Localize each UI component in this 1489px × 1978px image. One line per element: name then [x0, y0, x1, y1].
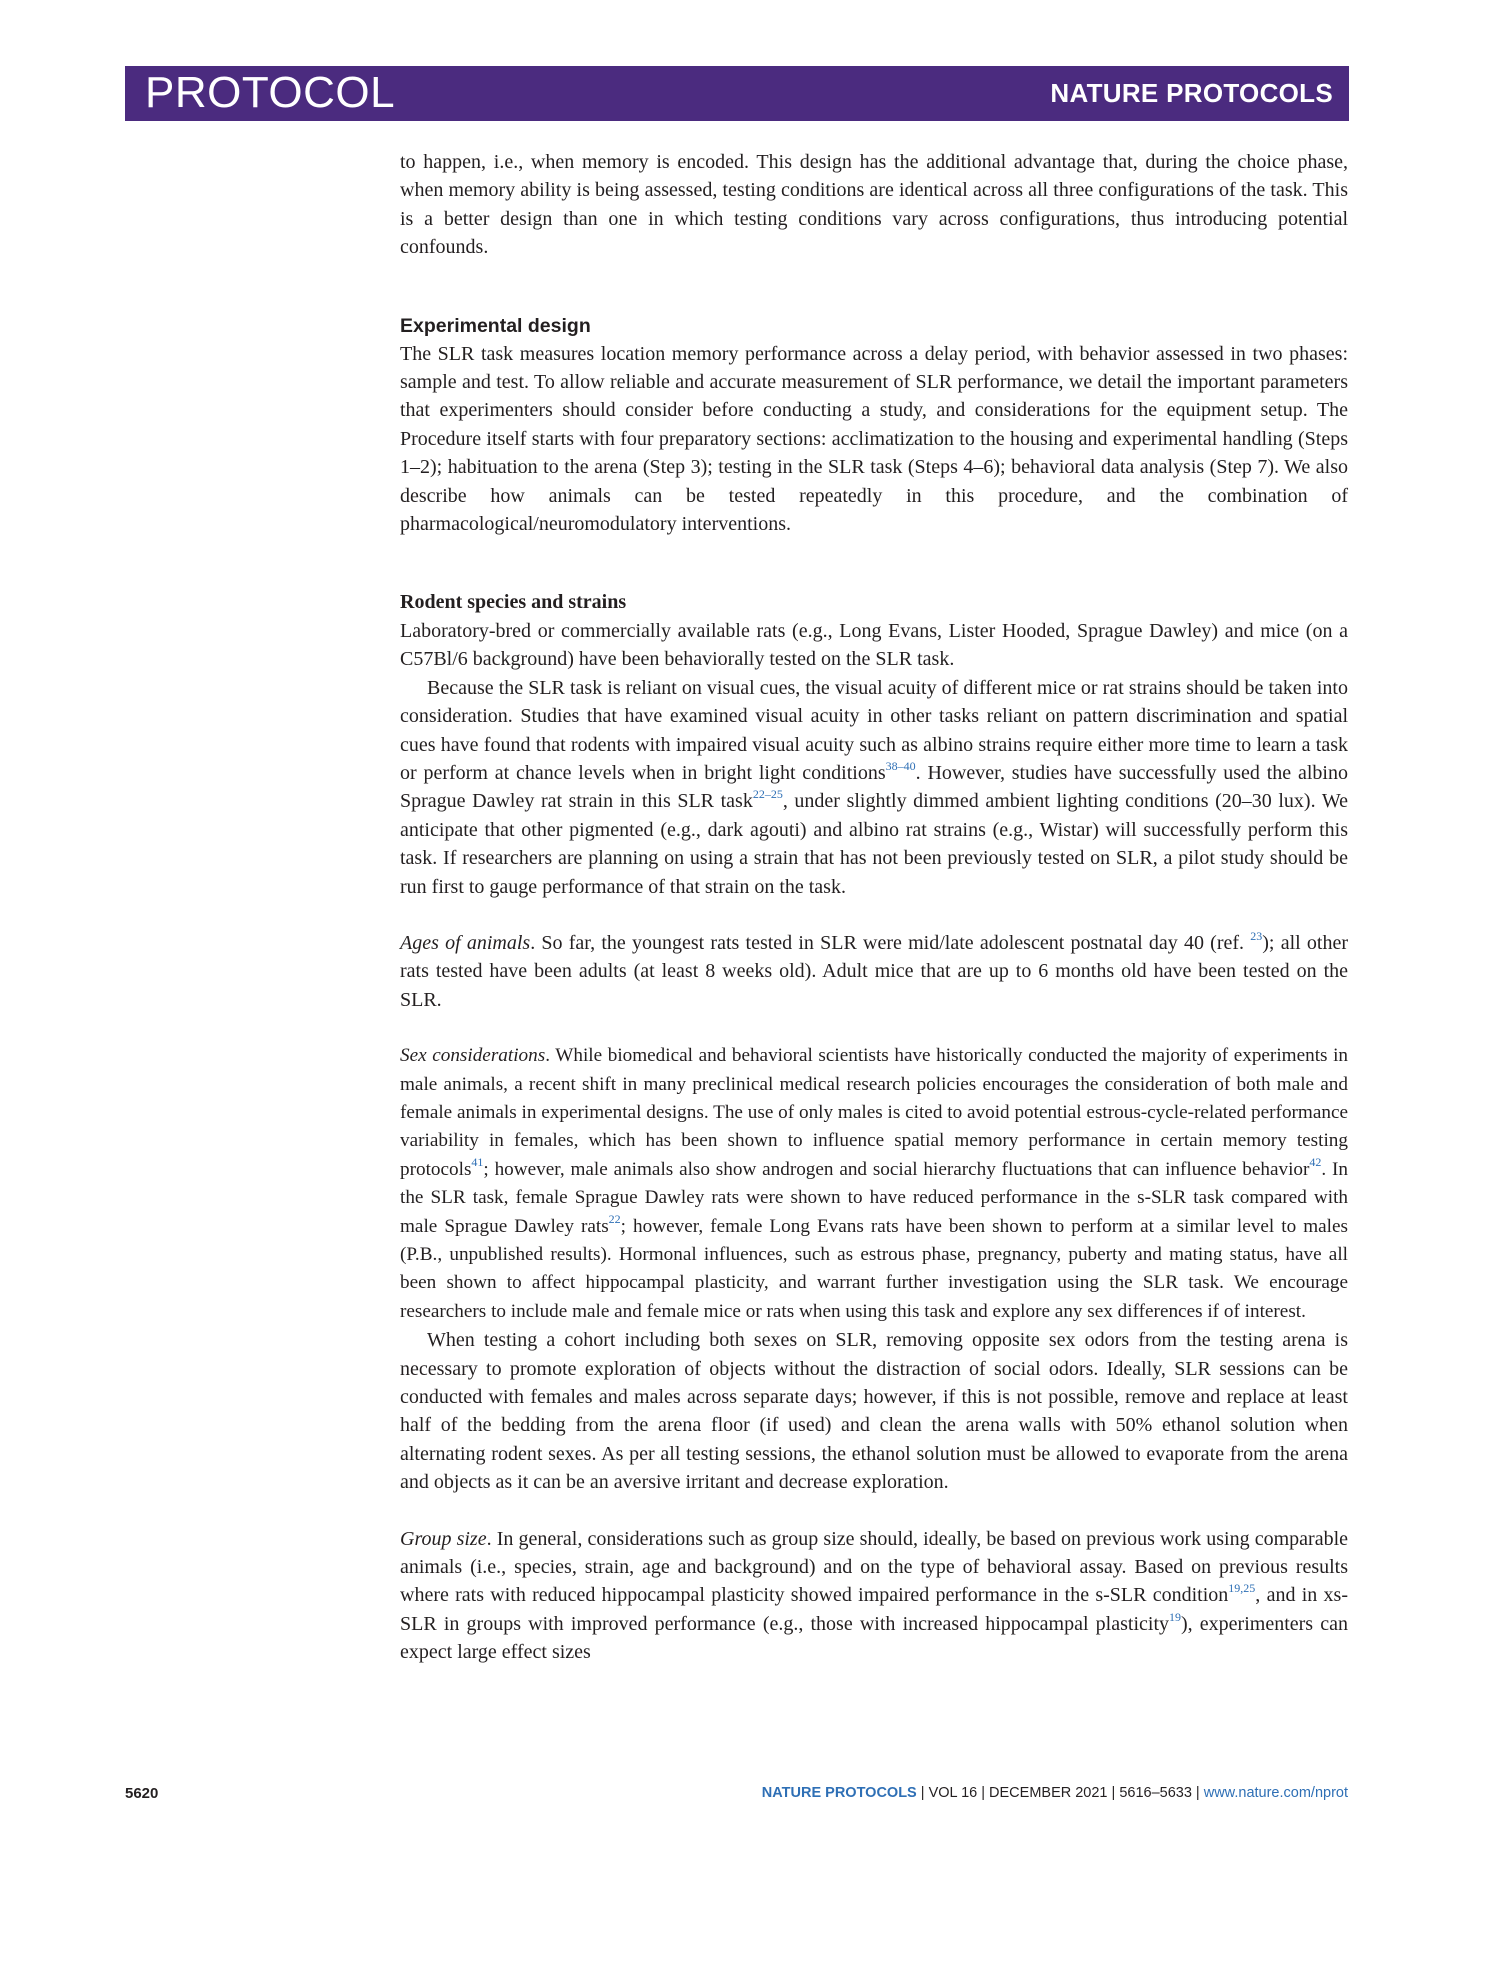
article-body — [400, 148, 1348, 1667]
citation-ref[interactable]: 41 — [471, 1154, 484, 1169]
heading-rodent-species: Rodent species and strains — [400, 591, 627, 614]
group-size-label: Group size — [400, 1527, 487, 1550]
section-label: PROTOCOL — [145, 68, 396, 117]
footer-date: DECEMBER 2021 — [989, 1785, 1108, 1801]
page-number: 5620 — [125, 1785, 159, 1802]
ages-paragraph: Ages of animals. So far, the youngest rats tested in SLR were mid/late adolescent postnatal day 40 (ref. $^{23}$); all other rats tested have been adults (at least 8 weeks old). Adult mice that are up to 6 months old have been tested on the SLR. — [400, 928, 1348, 1011]
page-footer: NATURE PROTOCOLS | VOL 16 | DECEMBER 2021 | 5616–5633 | www.nature.com/nprot — [761, 1785, 1348, 1801]
footer-pages: 5616–5633 — [1119, 1785, 1192, 1801]
citation-ref[interactable]: 22–25 — [752, 787, 783, 802]
citation-ref[interactable]: 42 — [1309, 1154, 1322, 1169]
citation-ref[interactable]: 22 — [608, 1211, 621, 1226]
sex-label: Sex considerations — [400, 1045, 546, 1067]
rodent-paragraph-2: Because the SLR task is reliant on visual cues, the visual acuity of different mice or rat strains should be taken into consideration. Studies that have examined visual acuity in other tasks reliant on pattern discrimination and spatial cues have found that rodents with impaired visual acuity such as albino strains require either more time to learn a task or perform at chance levels when in bright light conditions$^{38-40}$. However, studies have successfully used the albino Sprague Dawley rat strain in this SLR task$^{22-25}$, under slightly dimmed ambient lighting conditions (20–30 lux). We anticipate that other pigmented (e.g., dark agouti) and albino rat strains (e.g., Wistar) will successfully perform this task. If researchers are planning on using a strain that has not been previously tested on SLR, a pilot study should be run first to gauge performance of that strain on the task. — [400, 676, 1348, 898]
ages-label: Ages of animals — [400, 931, 531, 954]
experimental-design-paragraph: The SLR task measures location memory performance across a delay period, with behavior assessed in two phases: sample and test. To allow reliable and accurate measurement of SLR performance, we detail the important parameters that experimenters should consider before conducting a study, and considerations for the equipment setup. The Procedure itself starts with four preparatory sections: acclimatization to the housing and experimental handling (Steps 1–2); habituation to the arena (Step 3); testing in the SLR task (Steps 4–6); behavioral data analysis (Step 7). We also describe how animals can be tested repeatedly in this procedure, and the combination of pharmacological/neuromodulatory interventions. — [400, 342, 1348, 536]
citation-ref[interactable]: 19,25 — [1228, 1581, 1256, 1596]
citation-ref[interactable]: 38–40 — [885, 758, 916, 773]
footer-journal: NATURE PROTOCOLS — [761, 1785, 917, 1801]
heading-experimental-design: Experimental design — [400, 314, 591, 337]
group-size-paragraph: Group size. In general, considerations such as group size should, ideally, be based on previous work using comparable animals (i.e., species, strain, age and background) and on the type of behavioral assay. Based on previous results where rats with reduced hippocampal plasticity showed impaired performance in the s-SLR condition$^{19,25}$, and in xs-SLR in groups with improved performance (e.g., those with increased hippocampal plasticity$^{19}$), experimenters can expect large effect sizes — [400, 1527, 1349, 1664]
intro-paragraph: to happen, i.e., when memory is encoded. This design has the additional advantage that, during the choice phase, when memory ability is being assessed, testing conditions are identical across all three configurations of the task. This is a better design than one in which testing conditions vary across configurations, thus introducing potential confounds. — [400, 151, 1348, 259]
citation-ref[interactable]: 23 — [1250, 928, 1263, 943]
journal-label: NATURE PROTOCOLS — [1050, 78, 1333, 108]
footer-volume: VOL 16 — [928, 1785, 978, 1801]
sex-paragraph-2: When testing a cohort including both sexes on SLR, removing opposite sex odors from the testing arena is necessary to promote exploration of objects without the distraction of social odors. Ideally, SLR sessions can be conducted with females and males across separate days; however, if this is not possible, remove and replace at least half of the bedding from the arena floor (if used) and clean the arena walls with 50% ethanol solution when alternating rodent sexes. As per all testing sessions, the ethanol solution must be allowed to evaporate from the arena and objects as it can be an aversive irritant and decrease exploration. — [400, 1329, 1348, 1494]
rodent-paragraph-1: Laboratory-bred or commercially available rats (e.g., Long Evans, Lister Hooded, Sprague Dawley) and mice (on a C57Bl/6 background) have been behaviorally tested on the SLR task. — [400, 619, 1348, 671]
citation-ref[interactable]: 19 — [1169, 1609, 1181, 1624]
sex-paragraph-1: Sex considerations. While biomedical and behavioral scientists have historically conducted the majority of experiments in male animals, a recent shift in many preclinical medical research policies encourages the consideration of both male and female animals in experimental designs. The use of only males is cited to avoid potential estrous-cycle-related performance variability in females, which has been shown to influence spatial memory performance in certain memory testing protocols$^{41}$; however, male animals also show androgen and social hierarchy fluctuations that can influence behavior$^{42}$. In the SLR task, female Sprague Dawley rats were shown to have reduced performance in the s-SLR task compared with male Sprague Dawley rats$^{22}$; however, female Long Evans rats have been shown to perform at a similar level to males (P.B., unpublished results). Hormonal influences, such as estrous phase, pregnancy, puberty and mating status, have all been shown to affect hippocampal plasticity, and warrant further investigation using the SLR task. We encourage researchers to include male and female mice or rats when using this task and explore any sex differences if of interest. — [400, 1045, 1349, 1322]
page-header — [125, 66, 1349, 121]
footer-url-link[interactable]: www.nature.com/nprot — [1203, 1785, 1348, 1801]
